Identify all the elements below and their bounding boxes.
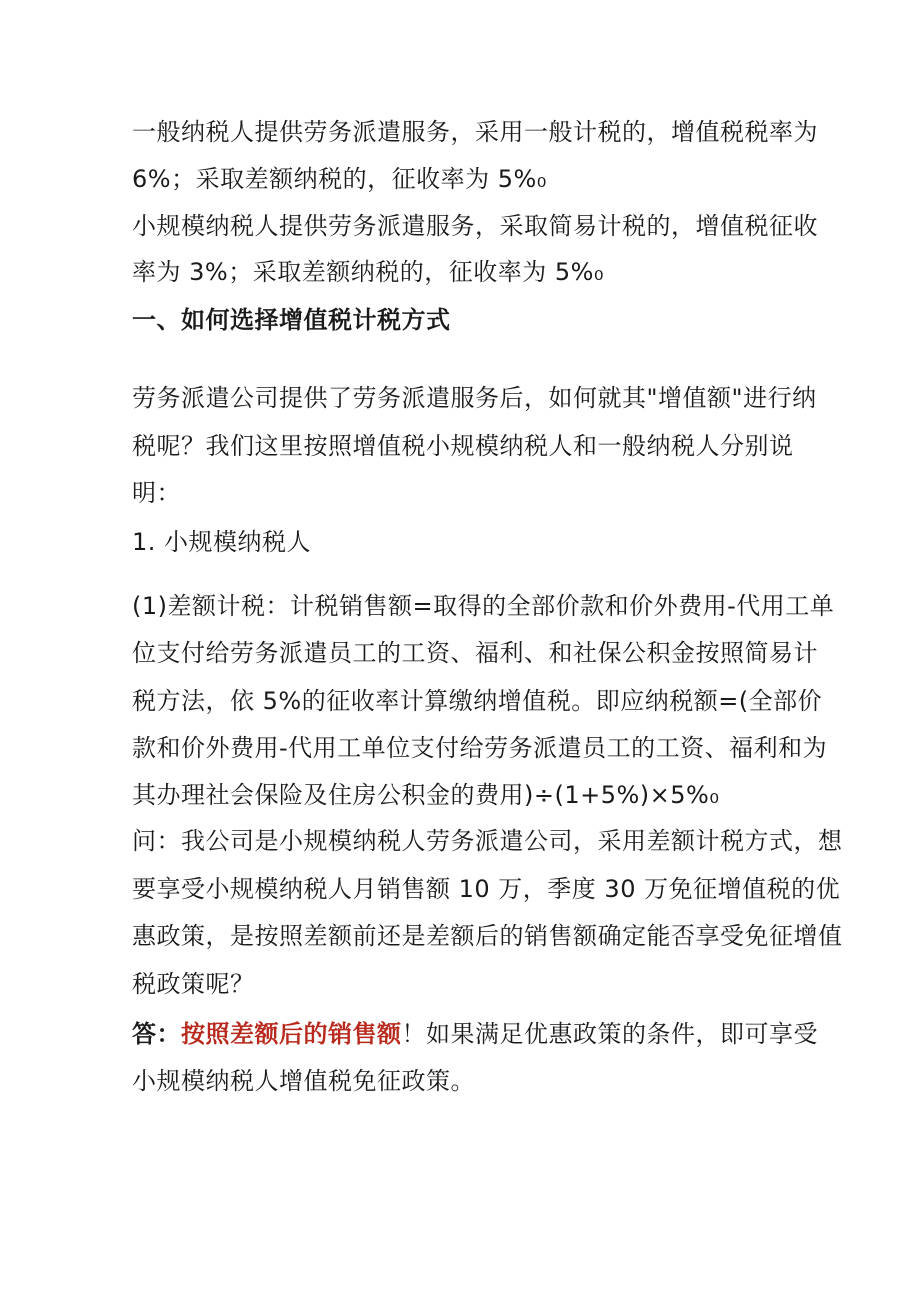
section-heading: 一、如何选择增值税计税方式 — [132, 306, 451, 334]
paragraph-line: 款和价外费用-代用工单位支付给劳务派遣员工的工资、福利和为 — [132, 734, 828, 762]
answer-line: 小规模纳税人增值税免征政策。 — [132, 1067, 475, 1095]
paragraph-line: 6%；采取差额纳税的，征收率为 5%₀ — [132, 165, 547, 193]
paragraph-line: 劳务派遣公司提供了劳务派遣服务后，如何就其"增值额"进行纳 — [132, 384, 817, 412]
answer-prefix: 答： — [132, 1020, 181, 1048]
question-line: 惠政策，是按照差额前还是差额后的销售额确定能否享受免征增值 — [132, 922, 843, 950]
paragraph-line: 率为 3%；采取差额纳税的，征收率为 5%₀ — [132, 258, 605, 286]
paragraph-line: 税呢？我们这里按照增值税小规模纳税人和一般纳税人分别说 — [132, 432, 794, 460]
paragraph-line: 小规模纳税人提供劳务派遣服务，采取简易计税的，增值税征收 — [132, 212, 818, 240]
question-line: 问：我公司是小规模纳税人劳务派遣公司，采用差额计税方式，想 — [132, 827, 843, 855]
paragraph-line: 一般纳税人提供劳务派遣服务，采用一般计税的，增值税税率为 — [132, 118, 818, 146]
answer-highlight: 按照差额后的销售额 — [181, 1020, 402, 1048]
paragraph-line: (1)差额计税：计税销售额=取得的全部价款和价外费用-代用工单 — [132, 592, 835, 620]
question-line: 税政策呢？ — [132, 970, 255, 998]
answer-line — [132, 1019, 818, 1049]
sub-heading: 1. 小规模纳税人 — [132, 528, 312, 556]
paragraph-line: 明： — [132, 479, 181, 507]
question-line: 要享受小规模纳税人月销售额 10 万，季度 30 万免征增值税的优 — [132, 875, 841, 903]
answer-suffix: ！如果满足优惠政策的条件，即可享受 — [401, 1020, 818, 1048]
paragraph-line: 税方法，依 5%的征收率计算缴纳增值税。即应纳税额=(全部价 — [132, 687, 823, 715]
paragraph-line: 位支付给劳务派遣员工的工资、福利、和社保公积金按照简易计 — [132, 639, 818, 667]
paragraph-line: 其办理社会保险及住房公积金的费用)÷(1+5%)×5%₀ — [132, 781, 720, 809]
